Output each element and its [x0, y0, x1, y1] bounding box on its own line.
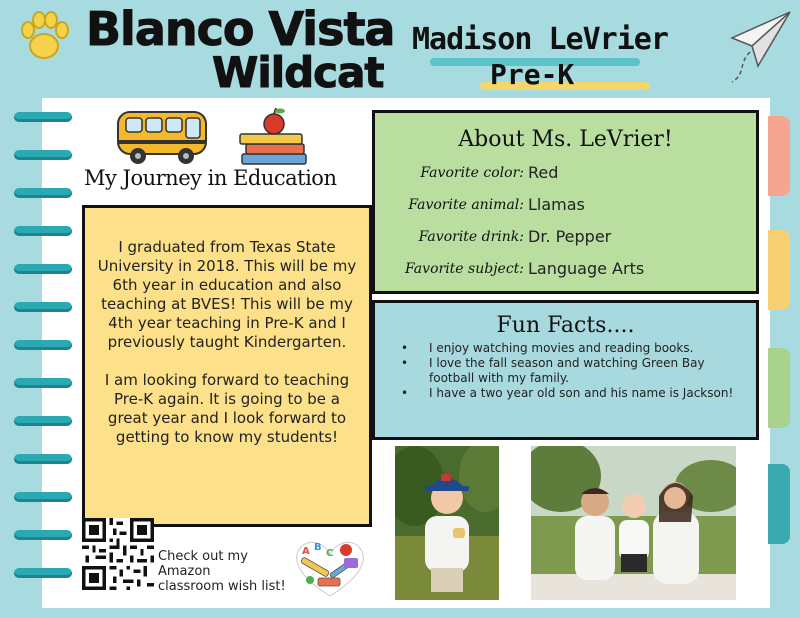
- about-box: [372, 110, 759, 294]
- favorite-label: Favorite drink:: [418, 229, 524, 245]
- grade-label: Pre-K: [490, 58, 575, 91]
- spiral-ring: [14, 454, 72, 464]
- school-name-line1: Blanco Vista: [86, 2, 395, 56]
- photo-family: [531, 446, 736, 600]
- qr-code-icon[interactable]: [82, 518, 154, 590]
- spiral-ring: [14, 378, 72, 388]
- divider-tab-red: [768, 116, 790, 196]
- divider-tab-teal: [768, 464, 790, 544]
- school-name-line2: Wildcat: [212, 48, 384, 97]
- favorite-value: Llamas: [528, 195, 585, 214]
- school-supplies-icon: [288, 536, 372, 600]
- journey-paragraph-1: I graduated from Texas State University in 2018. This will be my 6th year in education and also teaching at BVES! This will be my 4th year teaching in Pre-K and I previously taught Kindergarten.: [97, 238, 357, 351]
- paw-icon: [14, 6, 74, 66]
- wishlist-text: [158, 549, 286, 594]
- favorite-label: Favorite subject:: [405, 261, 524, 277]
- spiral-ring: [14, 340, 72, 350]
- wishlist-line-3: classroom wish list!: [158, 579, 286, 594]
- svg-text:B: B: [314, 542, 322, 553]
- photo-son: [395, 446, 499, 600]
- favorite-label: Favorite color:: [420, 165, 524, 181]
- fun-facts-box: [372, 300, 759, 440]
- spiral-ring: [14, 492, 72, 502]
- spiral-ring: [14, 568, 72, 578]
- spiral-ring: [14, 150, 72, 160]
- favorite-value: Red: [528, 163, 559, 182]
- journey-paragraph-2: I am looking forward to teaching Pre-K again. It is going to be a great year and I look forward to getting to know my students!: [104, 371, 350, 446]
- wishlist-line-1: Check out my: [158, 549, 248, 564]
- fun-fact-item: • I enjoy watching movies and reading books.: [401, 341, 741, 356]
- teacher-name: Madison LeVrier: [412, 22, 668, 57]
- wishlist-line-2: Amazon: [158, 564, 211, 579]
- favorite-row: [375, 165, 756, 191]
- fun-fact-item: • I love the fall season and watching Green Bay football with my family.: [401, 356, 741, 386]
- favorite-row: [375, 261, 756, 287]
- spiral-ring: [14, 530, 72, 540]
- fun-facts-list: [401, 341, 741, 401]
- spiral-ring: [14, 302, 72, 312]
- school-bus-icon: [114, 104, 210, 168]
- spiral-ring: [14, 264, 72, 274]
- favorite-row: [375, 197, 756, 223]
- spiral-ring: [14, 226, 72, 236]
- divider-tab-green: [768, 348, 790, 428]
- favorite-value: Dr. Pepper: [528, 227, 612, 246]
- journey-text-box: [82, 205, 372, 527]
- paper-plane-icon: [724, 8, 794, 88]
- favorite-value: Language Arts: [528, 259, 645, 278]
- fun-facts-title: Fun Facts....: [496, 313, 635, 338]
- spiral-ring: [14, 416, 72, 426]
- header: [0, 0, 800, 100]
- fun-fact-item: • I have a two year old son and his name is Jackson!: [401, 386, 741, 401]
- favorite-row: [375, 229, 756, 255]
- favorite-label: Favorite animal:: [408, 197, 524, 213]
- spiral-ring: [14, 188, 72, 198]
- about-title: About Ms. LeVrier!: [458, 127, 673, 152]
- divider-tab-yellow: [768, 230, 790, 310]
- svg-text:A: A: [302, 546, 310, 557]
- spiral-ring: [14, 112, 72, 122]
- journey-title: My Journey in Education: [84, 166, 337, 190]
- svg-text:C: C: [326, 548, 334, 559]
- books-apple-icon: [236, 108, 312, 168]
